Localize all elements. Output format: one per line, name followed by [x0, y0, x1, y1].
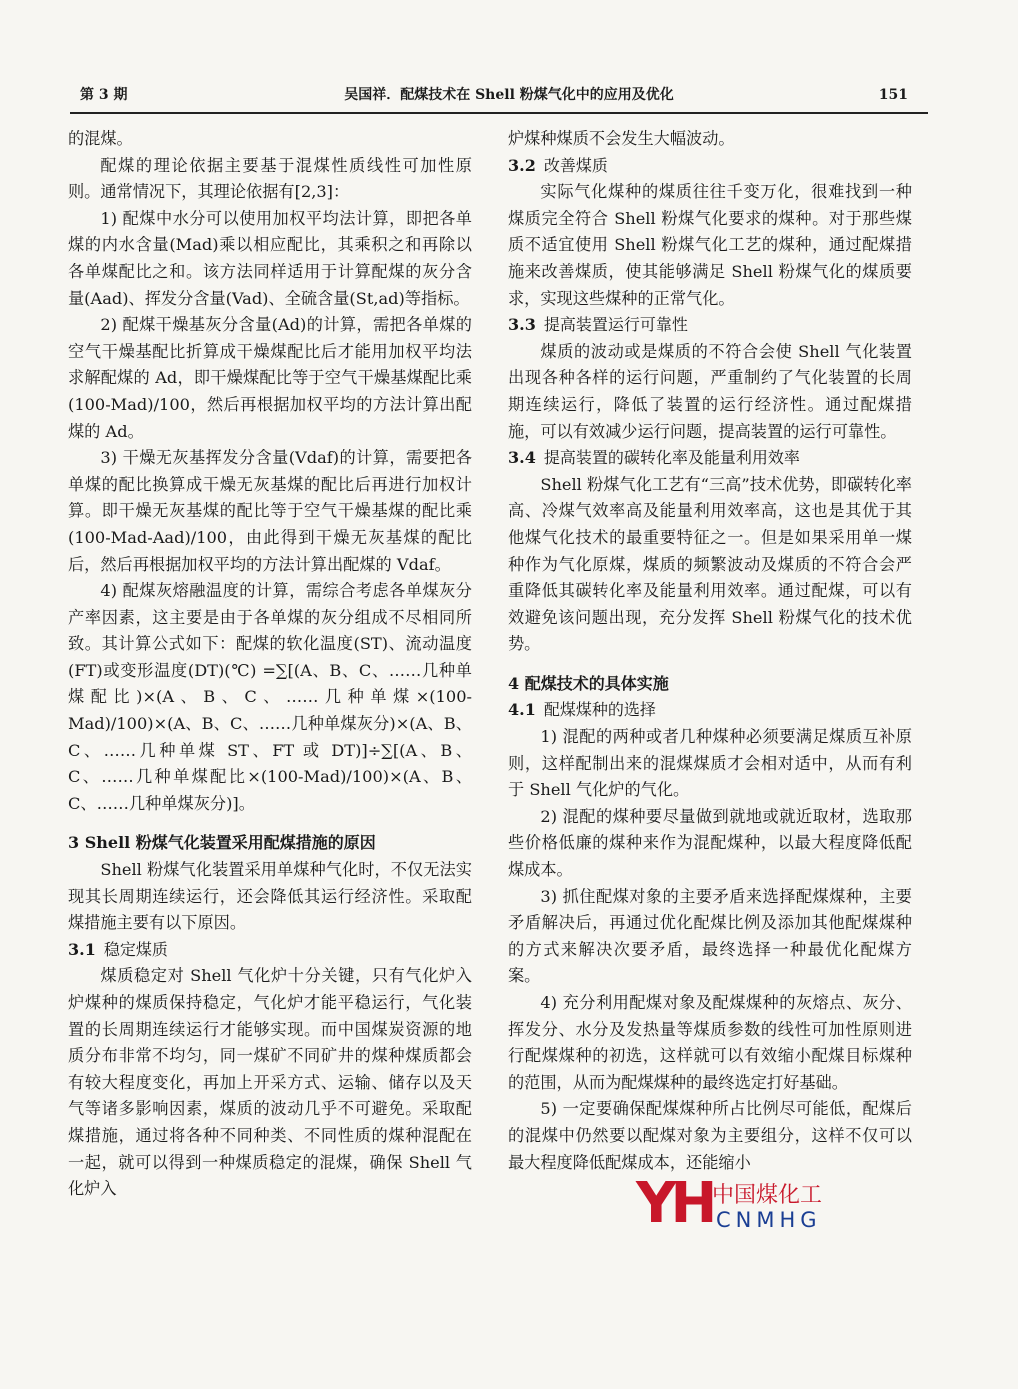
subsection-title: 稳定煤质 — [103, 939, 168, 959]
subsection-title: 配煤煤种的选择 — [543, 700, 656, 720]
paragraph: 炉煤种煤质不会发生大幅波动。 — [508, 129, 735, 148]
header-rule — [70, 112, 928, 114]
paragraph: Shell 粉煤气化工艺有“三高”技术优势，即碳转化率高、冷煤气效率高及能量利用效率高，这也是其优于其他煤气化技术的最重要特征之一。但是如果采用单一煤种作为气化原煤，煤质的频繁波动及煤质的不符合会严重降低其碳转化率及能量利用效率。通过配煤，可以有效避免该问题出现，充分发挥 Shell 粉煤气化的技术优势。 — [508, 474, 912, 654]
page-number: 151 — [878, 87, 908, 103]
list-item: 1) 混配的两种或者几种煤种必须要满足煤质互补原则，这样配制出来的混煤煤质才会相对适中，从而有利于 Shell 气化炉的气化。 — [508, 727, 912, 800]
subsection-title: 改善煤质 — [543, 155, 608, 175]
subsection-number: 3.4 — [508, 448, 536, 468]
paragraph: 2) 配煤干燥基灰分含量(Ad)的计算，需把各单煤的空气干燥基配比折算成干燥煤配比后才能用加权平均法求解配煤的 Ad，即干燥煤配比等于空气干燥基煤配比乘(100-Mad)/100，然后再根据加权平均的方法计算出配煤的 Ad。 — [68, 315, 472, 441]
paragraph: 煤质稳定对 Shell 气化炉十分关键，只有气化炉入炉煤种的煤质保持稳定，气化炉才能平稳运行，气化装置的长周期连续运行才能够实现。而中国煤炭资源的地质分布非常不均匀，同一煤矿不同矿井的煤种煤质都会有较大程度变化，再加上开采方式、运输、储存以及天气等诸多影响因素，煤质的波动几乎不可避免。采取配煤措施，通过将各种不同种类、不同性质的煤种混配在一起，就可以得到一种煤质稳定的混煤，确保 Shell 气化炉入 — [68, 966, 472, 1199]
watermark-name-cn: 中国煤化工 — [712, 1183, 823, 1208]
left-column — [68, 126, 472, 1203]
paragraph: 3) 干燥无灰基挥发分含量(Vdaf)的计算，需要把各单煤的配比换算成干燥无灰基煤的配比后再进行加权计算。即干燥无灰基煤的配比等于空气干燥基煤的配比乘 (100-Mad-Aad)/100，由此得到干燥无灰基煤的配比后，然后再根据加权平均的方法计算出配煤的 Vdaf。 — [68, 448, 472, 574]
subsection-number: 4.1 — [508, 700, 536, 720]
section-3-heading: 3 Shell 粉煤气化装置采用配煤措施的原因 — [68, 833, 376, 853]
paragraph: 实际气化煤种的煤质往往千变万化，很难找到一种煤质完全符合 Shell 粉煤气化要求的煤种。对于那些煤质不适宜使用 Shell 粉煤气化工艺的煤种，通过配煤措施来改善煤质，使其能够满足 Shell 粉煤气化的煤质要求，实现这些煤种的正常气化。 — [508, 182, 912, 308]
subsection-number: 3.2 — [508, 155, 536, 175]
subsection-3-4-heading — [508, 445, 912, 472]
watermark-logo-mark: YH — [636, 1171, 712, 1236]
subsection-4-1-heading — [508, 697, 912, 724]
list-item: 4) 充分利用配煤对象及配煤煤种的灰熔点、灰分、挥发分、水分及发热量等煤质参数的线性可加性原则进行配煤煤种的初选，这样就可以有效缩小配煤目标煤种的范围，从而为配煤煤种的最终选定打好基础。 — [508, 993, 912, 1092]
subsection-3-2-heading — [508, 153, 912, 180]
watermark-name-en: CNMHG — [716, 1208, 822, 1232]
right-column — [508, 126, 912, 1176]
subsection-3-1-heading — [68, 937, 472, 964]
subsection-3-3-heading — [508, 312, 912, 339]
subsection-number: 3.1 — [68, 939, 96, 959]
list-item: 2) 混配的煤种要尽量做到就地或就近取材，选取那些价格低廉的煤种来作为混配煤种，以最大程度降低配煤成本。 — [508, 806, 912, 880]
running-title: 吴国祥．配煤技术在 Shell 粉煤气化中的应用及优化 — [344, 87, 674, 103]
paragraph: 煤质的波动或是煤质的不符合会使 Shell 气化装置出现各种各样的运行问题，严重制约了气化装置的长周期连续运行，降低了装置的运行经济性。通过配煤措施，可以有效减少运行问题，提高装置的运行可靠性。 — [508, 341, 912, 441]
journal-issue: 第 3 期 — [80, 87, 128, 103]
list-item: 5) 一定要确保配煤煤种所占比例尽可能低，配煤后的混煤中仍然要以配煤对象为主要组分，这样不仅可以最大程度降低配煤成本，还能缩小 — [508, 1099, 912, 1172]
watermark-logo — [636, 1170, 846, 1242]
list-item: 3) 抓住配煤对象的主要矛盾来选择配煤煤种，主要矛盾解决后，再通过优化配煤比例及添加其他配煤煤种的方式来解决次要矛盾，最终选择一种最优化配煤方案。 — [508, 886, 912, 986]
subsection-title: 提高装置运行可靠性 — [543, 315, 688, 335]
subsection-number: 3.3 — [508, 315, 536, 335]
section-4-heading: 4 配煤技术的具体实施 — [508, 673, 669, 693]
paragraph: Shell 粉煤气化装置采用单煤种气化时，不仅无法实现其长周期连续运行，还会降低其运行经济性。采取配煤措施主要有以下原因。 — [68, 860, 472, 933]
paragraph: 配煤的理论依据主要基于混煤性质线性可加性原则。通常情况下，其理论依据有[2,3]： — [68, 155, 472, 202]
subsection-title: 提高装置的碳转化率及能量利用效率 — [543, 448, 800, 468]
paragraph: 1) 配煤中水分可以使用加权平均法计算，即把各单煤的内水含量(Mad)乘以相应配比，其乘积之和再除以各单煤配比之和。该方法同样适用于计算配煤的灰分含量(Aad)、挥发分含量(Vad)、全硫含量(St,ad)等指标。 — [68, 208, 472, 308]
paragraph: 4) 配煤灰熔融温度的计算，需综合考虑各单煤灰分产率因素，这主要是由于各单煤的灰分组成不尽相同所致。其计算公式如下：配煤的软化温度(ST)、流动温度(FT)或变形温度(DT)(℃) =∑[(A、B、C、……几种单煤配比)×(A、B、C、……几种单煤×(100-Mad)/100)×(A、B、C、……几种单煤灰分)×(A、B、C、……几种单煤 ST、FT 或 DT)]÷∑[(A、B、C、……几种单煤配比×(100-Mad)/100)×(A、B、C、……几种单煤灰分)]。 — [68, 581, 472, 813]
paragraph: 的混煤。 — [68, 129, 133, 148]
